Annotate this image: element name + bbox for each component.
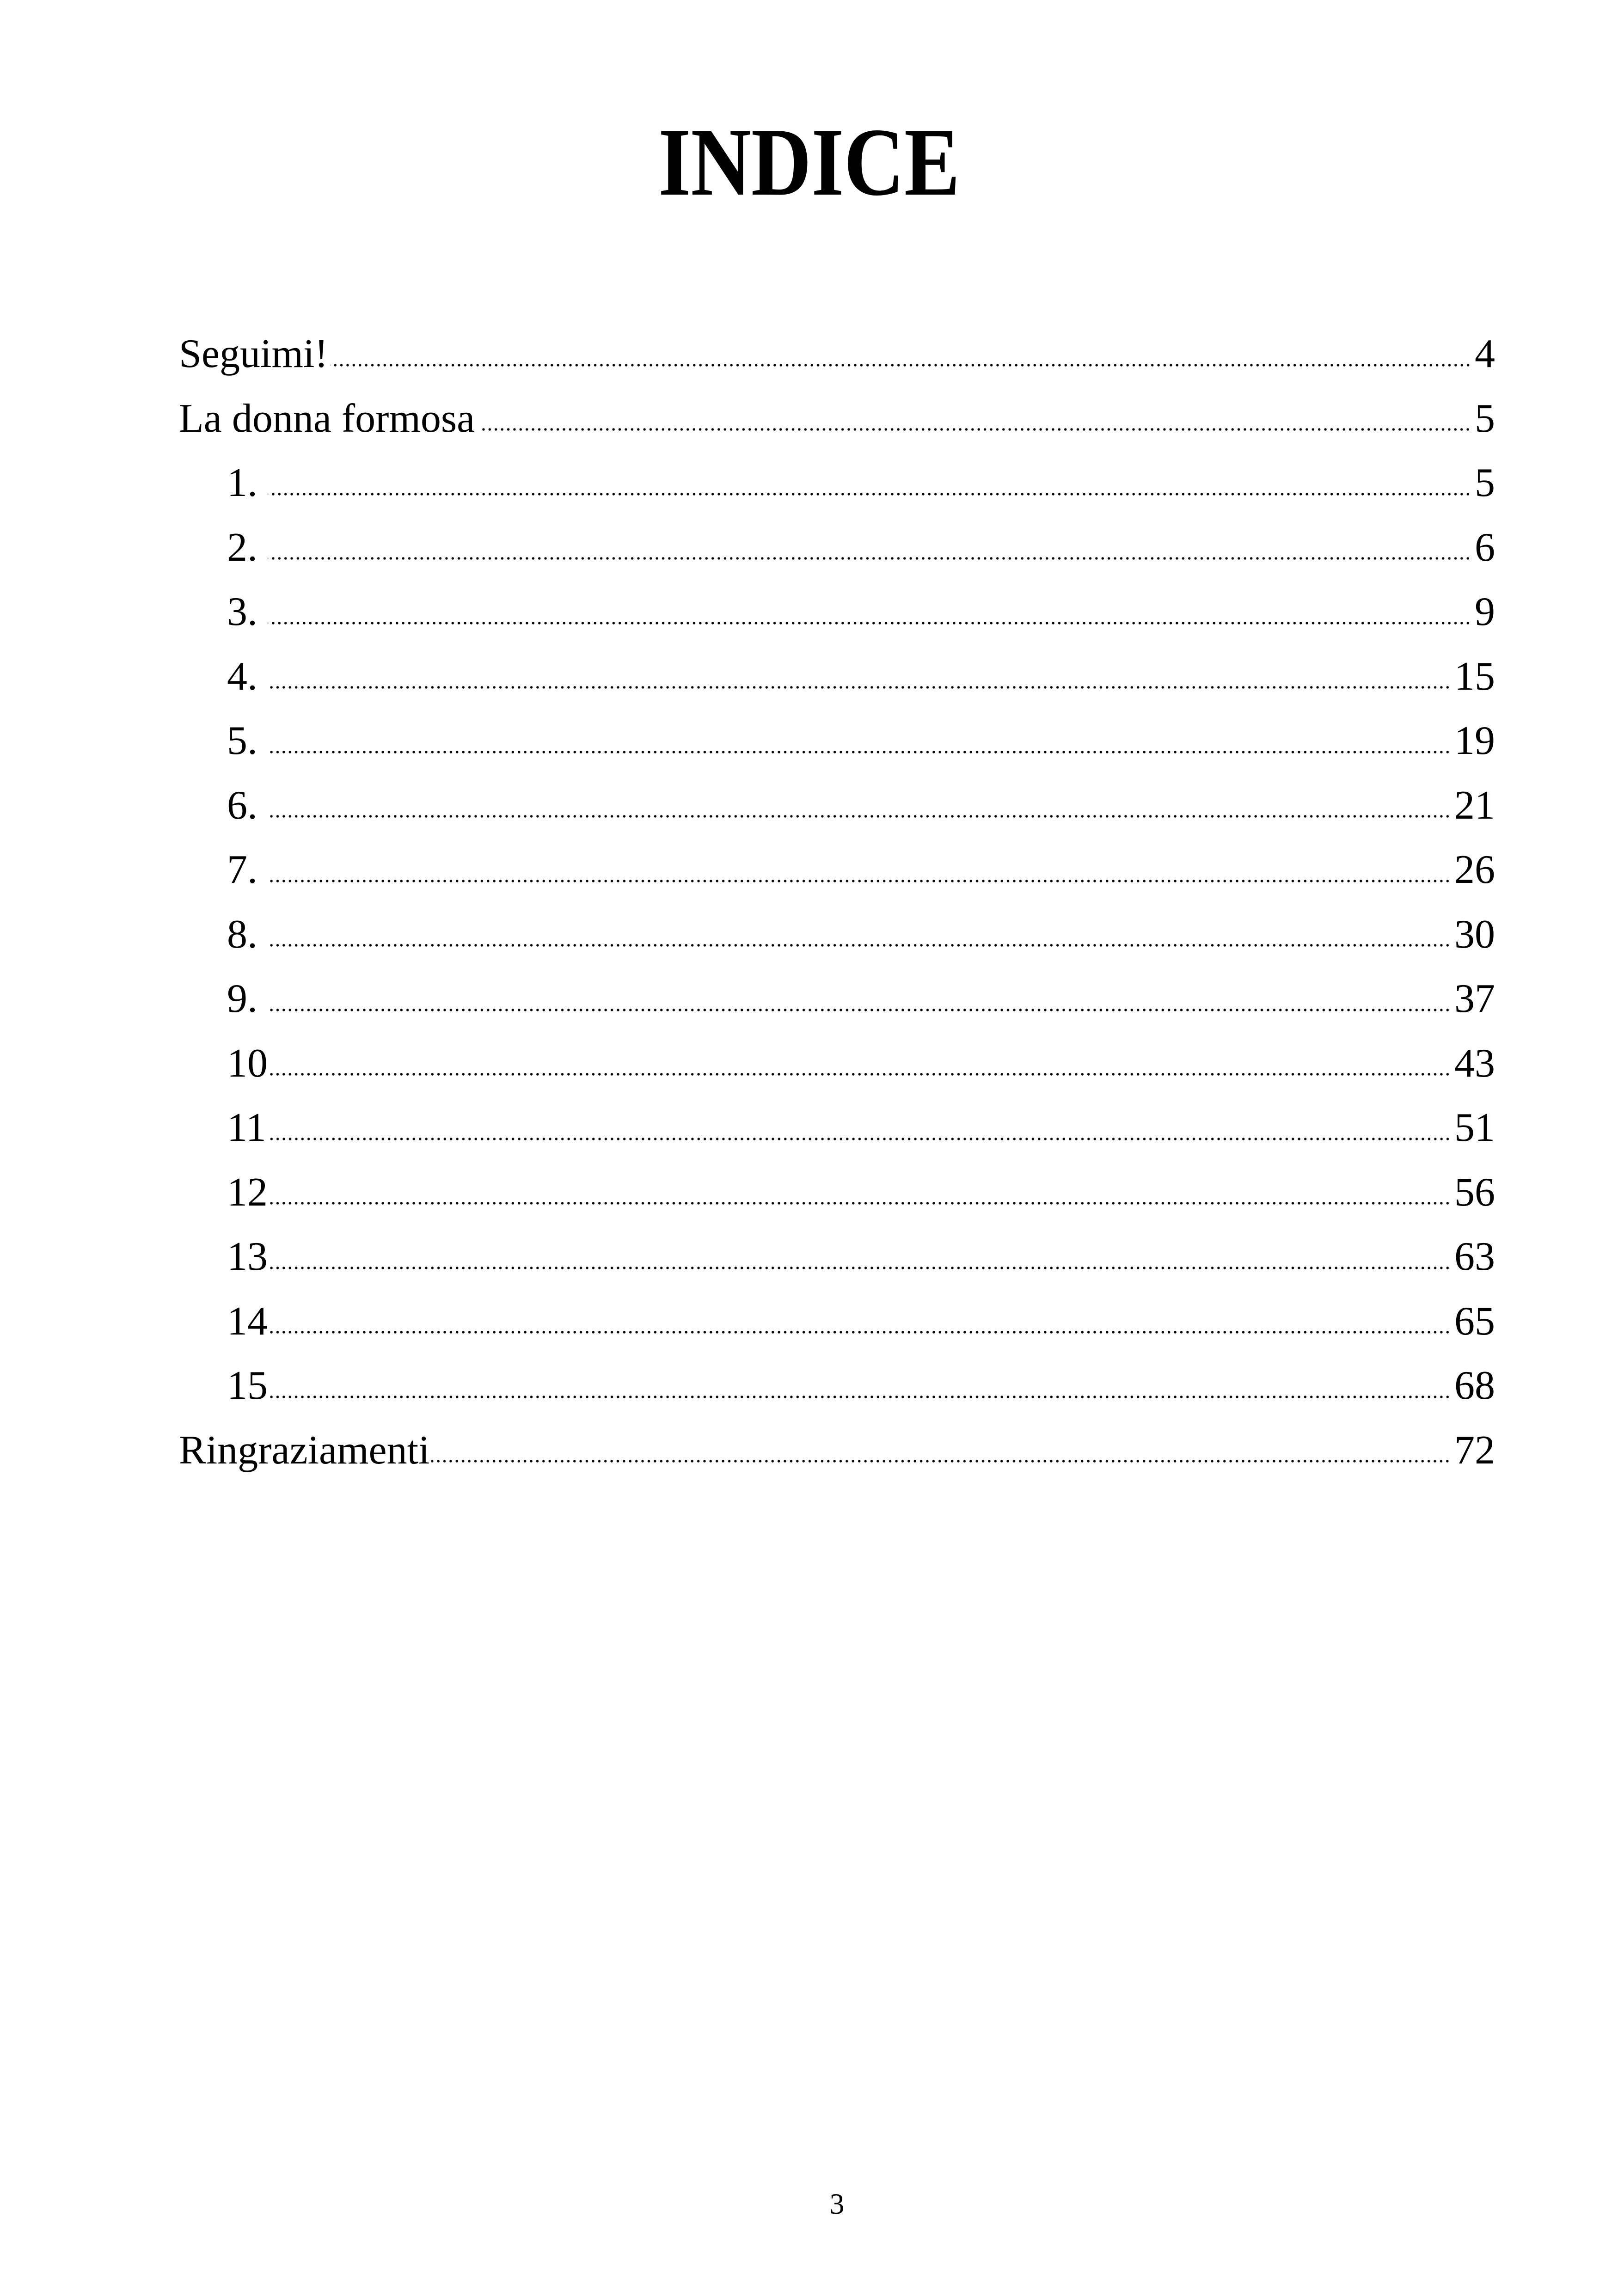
page-title-text: INDICE: [658, 109, 960, 216]
toc-page-number: 51: [1454, 1105, 1495, 1150]
toc-section-label: 14: [227, 1298, 268, 1344]
toc-page-number: 5: [1475, 396, 1495, 441]
toc-section-label: 15: [227, 1363, 268, 1408]
page-title: [0, 109, 1618, 216]
toc-section-10[interactable]: [179, 1031, 1495, 1096]
dot-leader: [268, 556, 1471, 561]
toc-section-12[interactable]: [179, 1160, 1495, 1225]
toc-page-number: 19: [1454, 718, 1495, 763]
toc-section-15[interactable]: [179, 1353, 1495, 1418]
dot-leader: [268, 1136, 1451, 1142]
toc-section-label: 7.: [227, 847, 257, 892]
dot-leader: [268, 491, 1471, 497]
dot-leader: [268, 814, 1451, 819]
toc-entry-label: La donna formosa: [179, 396, 475, 441]
toc-page-number: 4: [1475, 331, 1495, 376]
toc-page-number: 68: [1454, 1363, 1495, 1408]
toc-entry-seguimi[interactable]: [179, 322, 1495, 386]
toc-page-number: 37: [1454, 976, 1495, 1021]
dot-leader: [268, 620, 1471, 626]
toc-section-3[interactable]: [179, 580, 1495, 644]
table-of-contents: [179, 322, 1495, 1482]
toc-section-label: 12: [227, 1169, 268, 1215]
toc-section-label: 9.: [227, 976, 257, 1021]
toc-section-label: 10: [227, 1041, 268, 1086]
toc-page-number: 63: [1454, 1234, 1495, 1279]
toc-page-number: 5: [1475, 460, 1495, 505]
toc-section-7[interactable]: [179, 838, 1495, 902]
toc-section-11[interactable]: [179, 1096, 1495, 1160]
toc-page-number: 9: [1475, 589, 1495, 634]
toc-section-label: 1.: [227, 460, 257, 505]
toc-section-label: 13: [227, 1234, 268, 1279]
dot-leader: [268, 685, 1451, 690]
toc-section-13[interactable]: [179, 1225, 1495, 1289]
page-number: 3: [829, 2187, 845, 2220]
toc-section-2[interactable]: [179, 515, 1495, 580]
dot-leader: [268, 943, 1451, 948]
toc-section-label: 3.: [227, 589, 257, 634]
toc-entry-label: Seguimi!: [179, 331, 328, 376]
dot-leader: [270, 1394, 1451, 1400]
toc-page-number: 56: [1454, 1169, 1495, 1215]
dot-leader: [270, 1329, 1451, 1335]
toc-section-label: 4.: [227, 654, 257, 699]
toc-section-14[interactable]: [179, 1289, 1495, 1354]
toc-page-number: 43: [1454, 1041, 1495, 1086]
toc-section-label: 8.: [227, 912, 257, 957]
toc-page-number: 30: [1454, 912, 1495, 957]
dot-leader: [270, 1071, 1451, 1077]
dot-leader: [481, 427, 1471, 432]
toc-section-label: 5.: [227, 718, 257, 763]
toc-page-number: 15: [1454, 654, 1495, 699]
dot-leader: [268, 749, 1451, 755]
toc-entry-label: Ringraziamenti: [179, 1427, 430, 1473]
toc-section-4[interactable]: [179, 644, 1495, 709]
toc-section-1[interactable]: [179, 451, 1495, 515]
dot-leader: [270, 1265, 1451, 1271]
toc-section-6[interactable]: [179, 773, 1495, 838]
toc-section-label: 11: [227, 1105, 266, 1150]
toc-section-label: 2.: [227, 525, 257, 570]
toc-page-number: 26: [1454, 847, 1495, 892]
page-number-footer: [179, 2189, 1495, 2219]
dot-leader: [268, 1007, 1451, 1013]
toc-section-label: 6.: [227, 783, 257, 828]
toc-section-5[interactable]: [179, 709, 1495, 773]
toc-entry-la-donna-formosa[interactable]: [179, 386, 1495, 451]
toc-page-number: 21: [1454, 783, 1495, 828]
toc-page-number: 6: [1475, 525, 1495, 570]
toc-section-9[interactable]: [179, 967, 1495, 1031]
dot-leader: [431, 1458, 1451, 1464]
toc-entry-ringraziamenti[interactable]: [179, 1418, 1495, 1483]
dot-leader: [268, 878, 1451, 884]
toc-page-number: 72: [1454, 1427, 1495, 1473]
dot-leader: [270, 1200, 1451, 1206]
toc-page-number: 65: [1454, 1298, 1495, 1344]
dot-leader: [330, 362, 1471, 368]
toc-section-8[interactable]: [179, 902, 1495, 967]
